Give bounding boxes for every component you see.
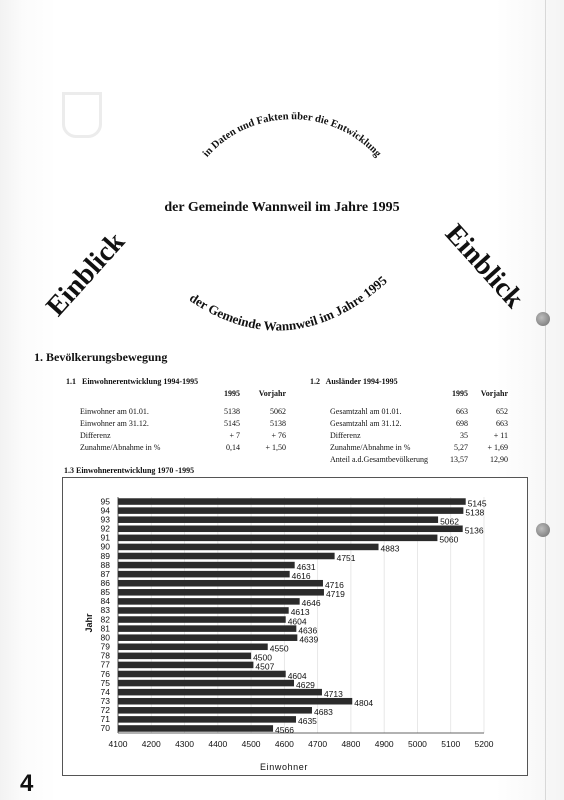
x-tick-label: 5200 (474, 739, 494, 749)
row-1995: 698 (456, 418, 468, 428)
row-1995: 5138 (224, 406, 240, 416)
x-tick-label: 4200 (141, 739, 161, 749)
bar (118, 698, 352, 705)
bar-value-label: 4713 (323, 688, 343, 699)
bar-value-label: 4507 (255, 661, 275, 672)
row-1995: 663 (456, 406, 468, 416)
table-row (80, 405, 286, 417)
x-tick-label: 5100 (441, 739, 461, 749)
bar-value-label: 4550 (269, 643, 289, 654)
row-1995: 13,57 (450, 454, 468, 464)
bar (118, 562, 295, 569)
einblick-right: Einblick (438, 218, 530, 315)
y-tick-label: 77 (100, 659, 110, 670)
col-1995: 1995 (452, 388, 468, 398)
bar-value-label: 4631 (296, 561, 316, 572)
table-1-2-title-text: Ausländer 1994-1995 (325, 377, 398, 386)
bar-value-label: 4751 (336, 552, 356, 563)
bar (118, 589, 324, 596)
row-label: Zunahme/Abnahme in % (330, 442, 411, 452)
bar (118, 634, 297, 641)
y-tick-label: 73 (100, 695, 110, 706)
row-label: Anteil a.d.Gesamtbevölkerung (330, 454, 428, 464)
x-tick-label: 4800 (341, 739, 361, 749)
y-axis-label: Jahr (84, 613, 94, 633)
bar-value-label: 5060 (439, 534, 459, 545)
bar-value-label: 4616 (291, 570, 311, 581)
arc-bottom-text: der Gemeinde Wannweil im Jahre 1995 (187, 272, 390, 334)
row-label: Zunahme/Abnahme in % (80, 442, 161, 452)
y-tick-label: 72 (100, 705, 110, 716)
row-vorjahr: + 1,50 (265, 442, 286, 452)
row-vorjahr: + 76 (271, 430, 286, 440)
bar-value-label: 4719 (325, 589, 345, 600)
y-tick-label: 83 (100, 605, 110, 616)
table-1-1 (80, 387, 286, 453)
bar (118, 689, 322, 696)
col-1995: 1995 (224, 388, 240, 398)
bar-value-label: 4604 (287, 616, 307, 627)
y-tick-label: 74 (100, 686, 110, 697)
bar (118, 607, 289, 614)
row-1995: 35 (460, 430, 468, 440)
row-label: Differenz (80, 430, 111, 440)
bar (118, 571, 290, 578)
section-title: 1. Bevölkerungsbewegung (34, 350, 168, 364)
x-tick-label: 5000 (407, 739, 427, 749)
bar-value-label: 4613 (290, 607, 310, 618)
bar (118, 580, 323, 587)
bar-value-label: 4500 (253, 652, 273, 663)
y-tick-label: 71 (100, 714, 110, 725)
bar-value-label: 5138 (465, 507, 485, 518)
table-row (80, 441, 286, 453)
y-tick-label: 76 (100, 668, 110, 679)
y-tick-label: 92 (100, 523, 110, 534)
bar (118, 680, 294, 687)
y-tick-label: 90 (100, 541, 110, 552)
table-1-2 (330, 387, 508, 465)
y-tick-label: 80 (100, 632, 110, 643)
row-label: Differenz (330, 430, 361, 440)
bar (118, 653, 251, 660)
table-row (330, 429, 508, 441)
table-1-2-number: 1.2 (310, 377, 320, 386)
row-vorjahr: 652 (496, 406, 508, 416)
row-vorjahr: 5138 (270, 418, 286, 428)
x-tick-label: 4100 (108, 739, 128, 749)
punch-hole-bottom (536, 523, 550, 537)
bar-value-label: 4683 (313, 707, 333, 718)
bar-value-label: 4604 (287, 670, 307, 681)
center-title: der Gemeinde Wannweil im Jahre 1995 (164, 200, 400, 215)
row-vorjahr: 12,90 (490, 454, 508, 464)
table-1-2-header (330, 387, 508, 399)
y-tick-label: 93 (100, 514, 110, 525)
einblick-left: Einblick (40, 226, 132, 323)
bar-value-label: 4635 (298, 716, 317, 727)
chart-title: 1.3 Einwohnerentwicklung 1970 -1995 (64, 466, 195, 475)
bar-value-label: 4629 (296, 679, 315, 690)
row-vorjahr: 663 (496, 418, 508, 428)
y-tick-label: 85 (100, 587, 110, 598)
bar (118, 616, 286, 623)
bar-value-label: 5136 (464, 525, 484, 536)
bar (118, 707, 312, 714)
bar (118, 535, 437, 542)
row-1995: 5145 (224, 418, 240, 428)
x-tick-label: 4700 (308, 739, 328, 749)
table-row (330, 417, 508, 429)
y-tick-label: 91 (100, 532, 110, 543)
bar-value-label: 4636 (298, 625, 318, 636)
x-tick-label: 4500 (241, 739, 261, 749)
table-row (80, 417, 286, 429)
row-1995: + 7 (229, 430, 240, 440)
row-label: Gesamtzahl am 31.12. (330, 418, 402, 428)
bar (118, 725, 273, 732)
col-vorjahr: Vorjahr (480, 388, 508, 398)
x-tick-label: 4900 (374, 739, 394, 749)
y-tick-label: 81 (100, 623, 110, 634)
row-vorjahr: + 11 (493, 430, 508, 440)
table-1-1-number: 1.1 (66, 377, 76, 386)
y-tick-label: 75 (100, 677, 110, 688)
y-tick-label: 87 (100, 568, 110, 579)
y-tick-label: 86 (100, 577, 110, 588)
bar-value-label: 4804 (354, 697, 374, 708)
y-tick-label: 94 (100, 505, 110, 516)
y-tick-label: 89 (100, 550, 110, 561)
table-row (330, 441, 508, 453)
row-vorjahr: 5062 (270, 406, 286, 416)
row-1995: 0,14 (226, 442, 240, 452)
bar (118, 526, 463, 533)
col-vorjahr: Vorjahr (258, 388, 286, 398)
arc-top-text: in Daten und Fakten über die Entwicklung (201, 111, 383, 160)
table-row (330, 405, 508, 417)
y-tick-label: 82 (100, 614, 110, 625)
bar-value-label: 5062 (440, 516, 460, 527)
bar (118, 507, 463, 514)
page-number: 4 (20, 770, 34, 797)
x-tick-label: 4600 (274, 739, 294, 749)
row-1995: 5,27 (454, 442, 468, 452)
bar (118, 662, 253, 669)
bar-value-label: 4566 (275, 725, 294, 736)
bar-value-label: 4646 (301, 598, 321, 609)
row-label: Einwohner am 31.12. (80, 418, 149, 428)
bar (118, 671, 286, 678)
table-row (80, 429, 286, 441)
row-label: Einwohner am 01.01. (80, 406, 149, 416)
bar (118, 625, 296, 632)
bar (118, 553, 335, 560)
bar-value-label: 4883 (380, 543, 400, 554)
bar (118, 498, 466, 505)
y-tick-label: 88 (100, 559, 110, 570)
table-1-1-title (66, 377, 198, 386)
bar (118, 644, 268, 651)
bar-value-label: 4639 (299, 634, 319, 645)
bar (118, 716, 296, 723)
table-1-1-header (80, 387, 286, 399)
x-tick-label: 4400 (208, 739, 228, 749)
y-tick-label: 95 (100, 496, 110, 507)
bar-value-label: 5145 (467, 498, 487, 509)
x-axis-label: Einwohner (260, 762, 308, 772)
y-tick-label: 84 (100, 596, 110, 607)
bar (118, 544, 379, 551)
population-bar-chart (62, 477, 528, 776)
x-tick-label: 4300 (175, 739, 195, 749)
bar (118, 598, 300, 605)
bar-value-label: 4716 (324, 579, 344, 590)
table-row (330, 453, 508, 465)
y-tick-label: 78 (100, 650, 110, 661)
y-tick-label: 70 (100, 723, 110, 734)
bar (118, 516, 438, 523)
table-1-2-title (310, 377, 398, 386)
table-1-1-title-text: Einwohnerentwicklung 1994-1995 (82, 377, 199, 386)
row-vorjahr: + 1,69 (487, 442, 508, 452)
row-label: Gesamtzahl am 01.01. (330, 406, 402, 416)
y-tick-label: 79 (100, 641, 110, 652)
